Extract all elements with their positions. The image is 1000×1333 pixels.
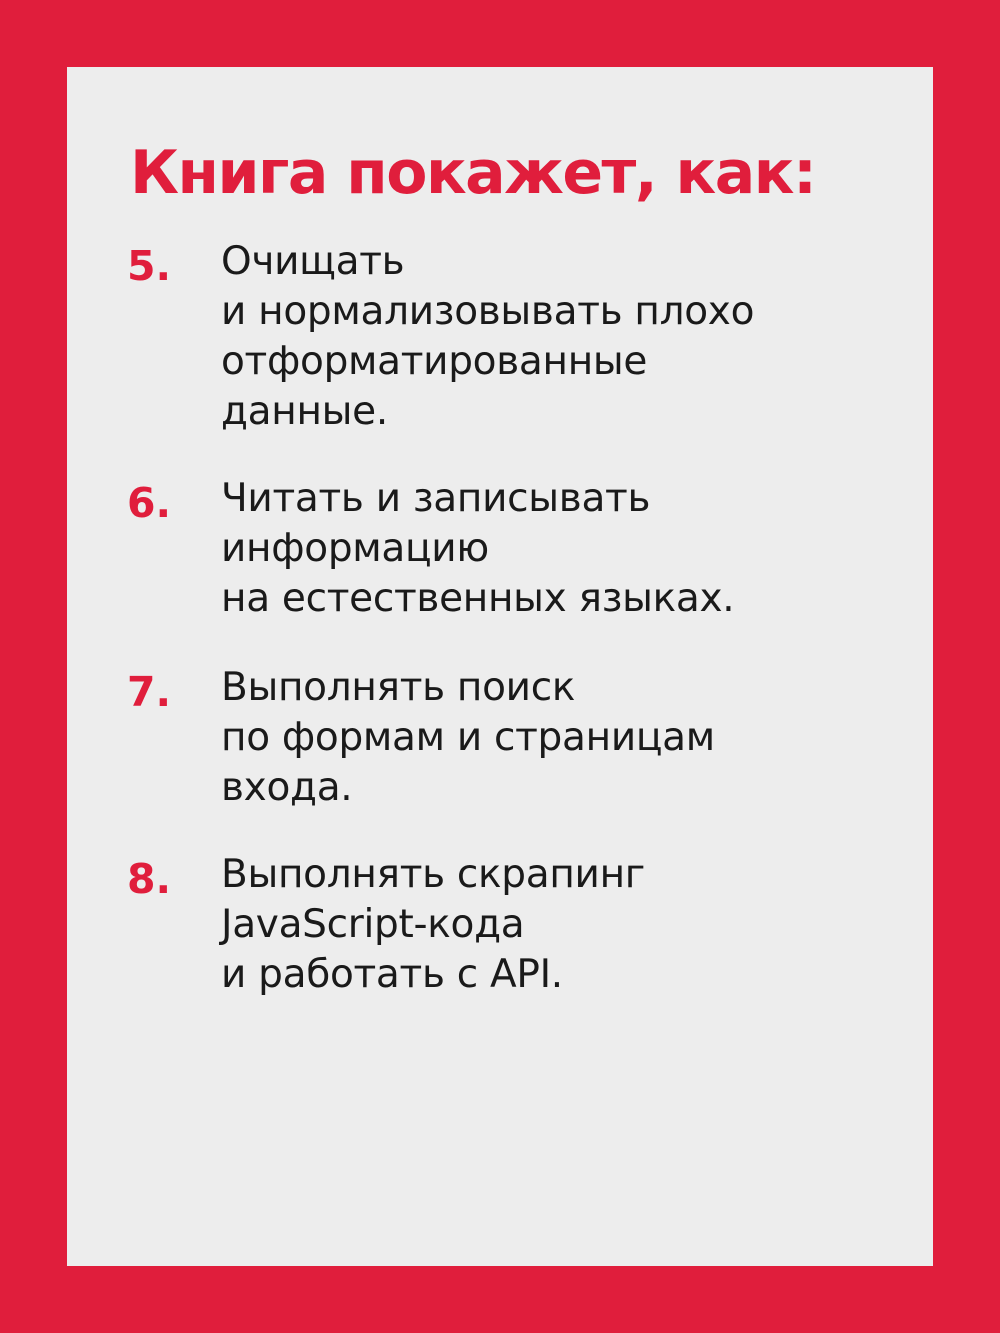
item-number: 5.	[127, 242, 172, 290]
item-text	[221, 237, 921, 437]
item-line: входа.	[221, 765, 353, 810]
item-text	[221, 474, 921, 624]
item-line: на естественных языках.	[221, 576, 735, 621]
item-line: Выполнять скрапинг	[221, 852, 645, 897]
item-line: и нормализовывать плохо	[221, 289, 755, 334]
item-line: отформатированные	[221, 339, 648, 384]
item-text	[221, 850, 921, 1000]
item-line: данные.	[221, 389, 388, 434]
item-text	[221, 663, 921, 813]
item-line: Читать и записывать	[221, 476, 651, 521]
item-line: JavaScript-кода	[221, 902, 525, 947]
item-number: 8.	[127, 855, 172, 903]
item-number: 7.	[127, 668, 172, 716]
item-line: информацию	[221, 526, 489, 571]
item-line: Выполнять поиск	[221, 665, 576, 710]
item-line: по формам и страницам	[221, 715, 715, 760]
item-line: Очищать	[221, 239, 405, 284]
item-line: и работать с API.	[221, 952, 563, 997]
page-title: Книга покажет, как:	[130, 138, 816, 208]
item-number: 6.	[127, 479, 172, 527]
content-panel	[67, 67, 933, 1266]
